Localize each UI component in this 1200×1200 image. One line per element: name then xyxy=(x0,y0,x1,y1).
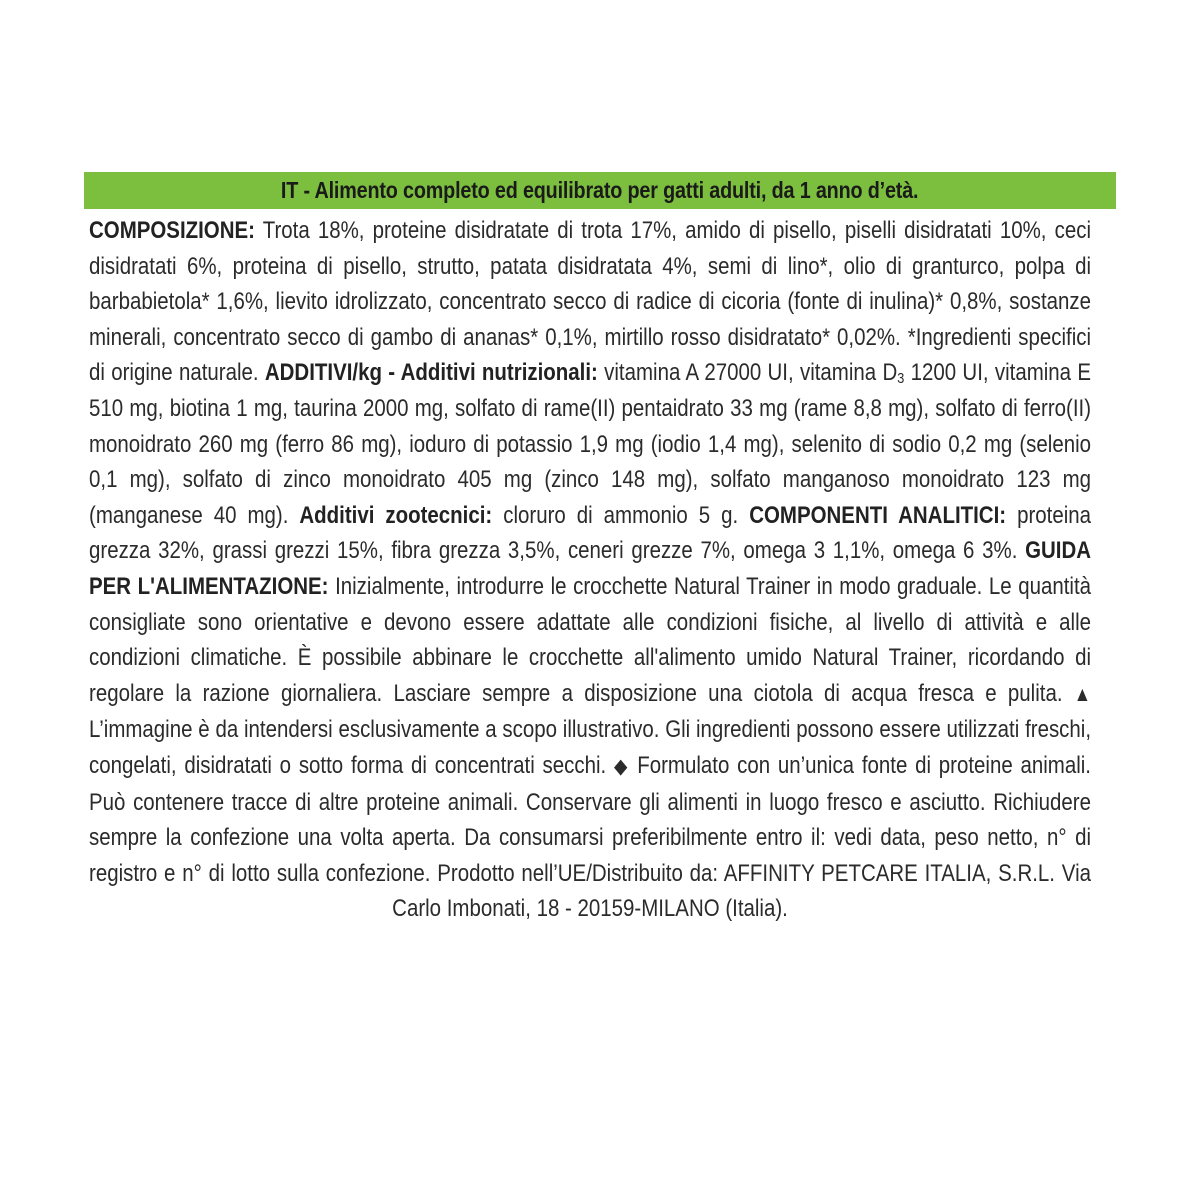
analitici-text: proteina grezza 32%, grassi grezzi 15%, fibra grezza 3,5%, ceneri grezze 7%, omega 3 1,1%, omega 6 3%. xyxy=(89,501,1092,565)
header-band xyxy=(84,172,1116,209)
triangle-icon: ▲ xyxy=(1073,682,1092,706)
header-title: IT - Alimento completo ed equilibrato per gatti adulti, da 1 anno d’età. xyxy=(281,177,919,203)
label-body-text xyxy=(84,213,1096,927)
label-body xyxy=(84,213,1116,927)
diamond-icon: ◆ xyxy=(614,754,630,778)
immagine-text: L’immagine è da intendersi esclusivamente a scopo illustrativo. Gli ingredienti possono essere utilizzati freschi, congelati, disidratati o sotto forma di concentrati secchi. xyxy=(89,716,1092,779)
zootecnici-heading: Additivi zootecnici: xyxy=(299,501,493,529)
vitamin-d-subscript: 3 xyxy=(897,370,905,388)
additivi-heading: ADDITIVI/kg - Additivi nutrizionali: xyxy=(264,359,598,387)
composizione-text: Trota 18%, proteine disidratate di trota 17%, amido di pisello, piselli disidratati 10%, ceci disidratati 6%, proteina di pisello, strutto, patata disidratata 4%, semi di lino*, olio di granturco, polpa di barbabietola* 1,6%, lievito idrolizzato, concentrato secco di radice di cicoria (fonte di inulina)* 0,8%, sostanze minerali, concentrato secco di gambo di ananas* 0,1%, mirtillo rosso disidratato* 0,02%. *Ingredienti specifici di origine naturale. xyxy=(89,217,1092,387)
additivi-text-start: vitamina A 27000 UI, vitamina D xyxy=(597,359,898,387)
additivi-text: 1200 UI, vitamina E 510 mg, biotina 1 mg, taurina 2000 mg, solfato di rame(II) pentaidrato 33 mg (rame 8,8 mg), solfato di ferro(II) monoidrato 260 mg (ferro 86 mg), ioduro di potassio 1,9 mg (iodio 1,4 mg), selenito di sodio 0,2 mg (selenio 0,1 mg), solfato di zinco monoidrato 405 mg (zinco 148 mg), solfato manganoso monoidrato 123 mg (manganese 40 mg). xyxy=(89,359,1092,529)
formulato-text: Formulato con un’unica fonte di proteine animali. Può contenere tracce di altre proteine animali. Conservare gli alimenti in luogo fresco e asciutto. Richiudere sempre la confezione una volta aperta. Da consumarsi preferibilmente entro il: vedi data, peso netto, n° di registro e n° di lotto sulla confezione. Prodotto nell’UE/Distribuito da: AFFINITY PETCARE ITALIA, S.R.L. Via Carlo Imbonati, 18 - 20159-MILANO (Italia). xyxy=(89,751,1092,923)
analitici-heading: COMPONENTI ANALITICI: xyxy=(749,501,1007,529)
guida-heading: GUIDA PER L'ALIMENTAZIONE: xyxy=(89,537,1092,600)
zootecnici-text: cloruro di ammonio 5 g. xyxy=(492,501,750,529)
guida-text: Inizialmente, introdurre le crocchette Natural Trainer in modo graduale. Le quantità consigliate sono orientative e devono essere adattate alle condizioni fisiche, al livello di attività e alle condizioni climatiche. È possibile abbinare le crocchette all'alimento umido Natural Trainer, ricordando di regolare la razione giornaliera. Lasciare sempre a disposizione una ciotola di acqua fresca e pulita. xyxy=(89,572,1092,707)
composizione-heading: COMPOSIZIONE: xyxy=(89,217,255,244)
product-label xyxy=(84,172,1116,927)
